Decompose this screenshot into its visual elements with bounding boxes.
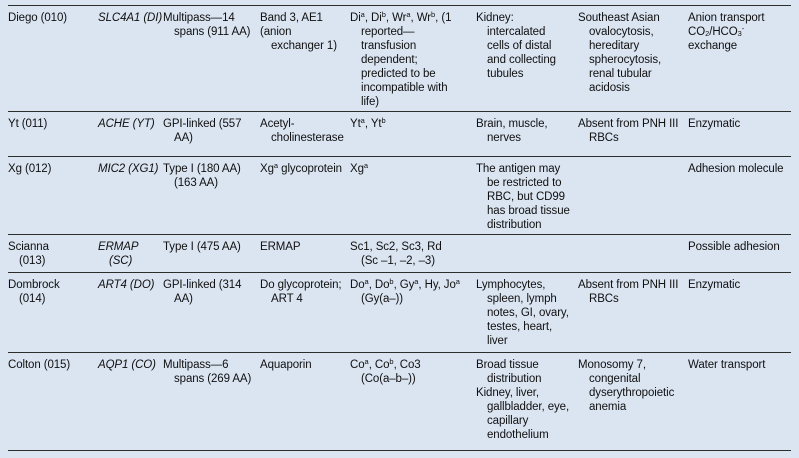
table-cell-protein-name xyxy=(260,235,350,272)
cell-text: ERMAP (SC) xyxy=(98,241,138,267)
table-cell-protein-name xyxy=(260,112,350,156)
cell-text: Absent from PNH III RBCs xyxy=(578,279,679,305)
cell-text: Yt$^a$, Yt$^b$ xyxy=(350,116,386,130)
table-cell-gene-name xyxy=(98,235,163,272)
cell-text: Multipass—14 spans (911 AA) xyxy=(163,12,251,38)
table-cell-structure xyxy=(163,235,260,272)
cell-text: ART4 (DO) xyxy=(98,279,155,291)
table-cell-protein-name xyxy=(260,157,350,234)
cell-text: Xg$^a$ xyxy=(350,161,369,175)
cell-text: Sc1, Sc2, Sc3, Rd (Sc –1, –2, –3) xyxy=(350,241,442,267)
cell-text: Band 3, AE1 xyxy=(260,12,323,24)
table-cell-function xyxy=(688,273,791,352)
table-cell-tissue-distribution xyxy=(476,112,578,156)
table-cell-antigens xyxy=(350,157,476,234)
table-cell-gene-name xyxy=(98,353,163,450)
cell-text: Xg$^a$ glycoprotein xyxy=(260,161,342,175)
cell-text: GPI-linked (557 AA) xyxy=(163,118,242,144)
table-cell-function xyxy=(688,353,791,450)
table-cell-system xyxy=(8,353,98,450)
table-cell-function xyxy=(688,235,791,272)
cell-text: Co$^a$, Co$^b$, Co3 (Co(a–b–)) xyxy=(350,357,421,385)
cell-text: Dombrock (014) xyxy=(8,279,60,305)
table-cell-disease-association xyxy=(578,6,688,111)
cell-text: ERMAP xyxy=(260,241,301,253)
table-cell-disease-association xyxy=(578,112,688,156)
document-page xyxy=(0,5,799,458)
table-cell-system xyxy=(8,235,98,272)
table-cell-gene-name xyxy=(98,6,163,111)
cell-text: Anion transport $CO_2/HCO_3^-$ exchange xyxy=(688,12,765,52)
table-cell-function xyxy=(688,157,791,234)
cell-text: Do$^a$, Do$^b$, Gy$^a$, Hy, Jo$^a$ (Gy(a–)) xyxy=(350,277,460,305)
table-row xyxy=(8,353,791,451)
cell-text: Broad tissue distribution xyxy=(476,359,542,385)
table-cell-antigens xyxy=(350,235,476,272)
table-cell-tissue-distribution xyxy=(476,157,578,234)
table-cell-disease-association xyxy=(578,273,688,352)
table-cell-structure xyxy=(163,273,260,352)
cell-text: Di$^a$, Di$^b$, Wr$^a$, Wr$^b$, (1 reported— transfusion dependent; predicted to be incompatible with life) xyxy=(350,10,452,108)
cell-text: Kidney, liver, gallbladder, eye, capillary endothelium xyxy=(476,387,570,441)
table-cell-disease-association xyxy=(578,353,688,450)
cell-text: Lymphocytes, spleen, lymph notes, GI, ovary, testes, heart, liver xyxy=(476,279,569,347)
table-cell-protein-name xyxy=(260,273,350,352)
cell-text: Diego (010) xyxy=(8,12,67,24)
table-cell-tissue-distribution xyxy=(476,353,578,450)
cell-text: Aquaporin xyxy=(260,359,312,371)
table-row xyxy=(8,273,791,353)
table-cell-system xyxy=(8,273,98,352)
cell-text: Brain, muscle, nerves xyxy=(476,118,548,144)
table-cell-structure xyxy=(163,6,260,111)
table-cell-function xyxy=(688,6,791,111)
cell-text: Enzymatic xyxy=(688,118,741,130)
table-cell-system xyxy=(8,157,98,234)
table-row xyxy=(8,6,791,112)
cell-text: Southeast Asian ovalocytosis, hereditary spherocytosis, renal tubular acidosis xyxy=(578,12,662,94)
table-row xyxy=(8,112,791,157)
cell-text: Adhesion molecule xyxy=(688,163,784,175)
cell-text: Enzymatic xyxy=(688,279,741,291)
table-cell-antigens xyxy=(350,112,476,156)
cell-text: MIC2 (XG1) xyxy=(98,163,159,175)
cell-text: Yt (011) xyxy=(8,118,48,130)
table-cell-disease-association xyxy=(578,235,688,272)
cell-text: SLC4A1 (DI) xyxy=(98,12,163,24)
table-row xyxy=(8,157,791,235)
table-cell-protein-name xyxy=(260,353,350,450)
cell-text: Absent from PNH III RBCs xyxy=(578,118,679,144)
table-cell-disease-association xyxy=(578,157,688,234)
cell-text: ACHE (YT) xyxy=(98,118,155,130)
table-cell-structure xyxy=(163,112,260,156)
cell-text: Do glycoprotein; ART 4 xyxy=(260,279,342,305)
cell-text: Colton (015) xyxy=(8,359,71,371)
cell-text: Scianna (013) xyxy=(8,241,49,267)
cell-text: Multipass—6 spans (269 AA) xyxy=(163,359,252,385)
table-cell-antigens xyxy=(350,6,476,111)
cell-text: Xg (012) xyxy=(8,163,52,175)
table-cell-tissue-distribution xyxy=(476,235,578,272)
table-cell-structure xyxy=(163,353,260,450)
cell-text: Monosomy 7, congenital dyserythropoietic anemia xyxy=(578,359,675,413)
table-cell-protein-name xyxy=(260,6,350,111)
cell-text: Type I (475 AA) xyxy=(163,241,241,253)
cell-text: GPI-linked (314 AA) xyxy=(163,279,242,305)
cell-text: Possible adhesion xyxy=(688,241,780,253)
table-cell-structure xyxy=(163,157,260,234)
cell-text: (anion exchanger 1) xyxy=(260,26,337,52)
table-cell-system xyxy=(8,112,98,156)
table-cell-system xyxy=(8,6,98,111)
cell-text: Kidney: intercalated cells of distal and collecting tubules xyxy=(476,12,556,80)
cell-text: AQP1 (CO) xyxy=(98,359,156,371)
blood-group-systems-table xyxy=(8,5,791,451)
table-cell-antigens xyxy=(350,273,476,352)
cell-text: Type I (180 AA) (163 AA) xyxy=(163,163,241,189)
table-cell-tissue-distribution xyxy=(476,273,578,352)
table-cell-tissue-distribution xyxy=(476,6,578,111)
cell-text: Water transport xyxy=(688,359,766,371)
cell-text: Acetyl- cholinesterase xyxy=(260,118,344,144)
table-cell-gene-name xyxy=(98,112,163,156)
table-cell-gene-name xyxy=(98,273,163,352)
table-cell-gene-name xyxy=(98,157,163,234)
table-cell-function xyxy=(688,112,791,156)
cell-text: The antigen may be restricted to RBC, but CD99 has broad tissue distribution xyxy=(476,163,570,231)
table-row xyxy=(8,235,791,273)
table-cell-antigens xyxy=(350,353,476,450)
